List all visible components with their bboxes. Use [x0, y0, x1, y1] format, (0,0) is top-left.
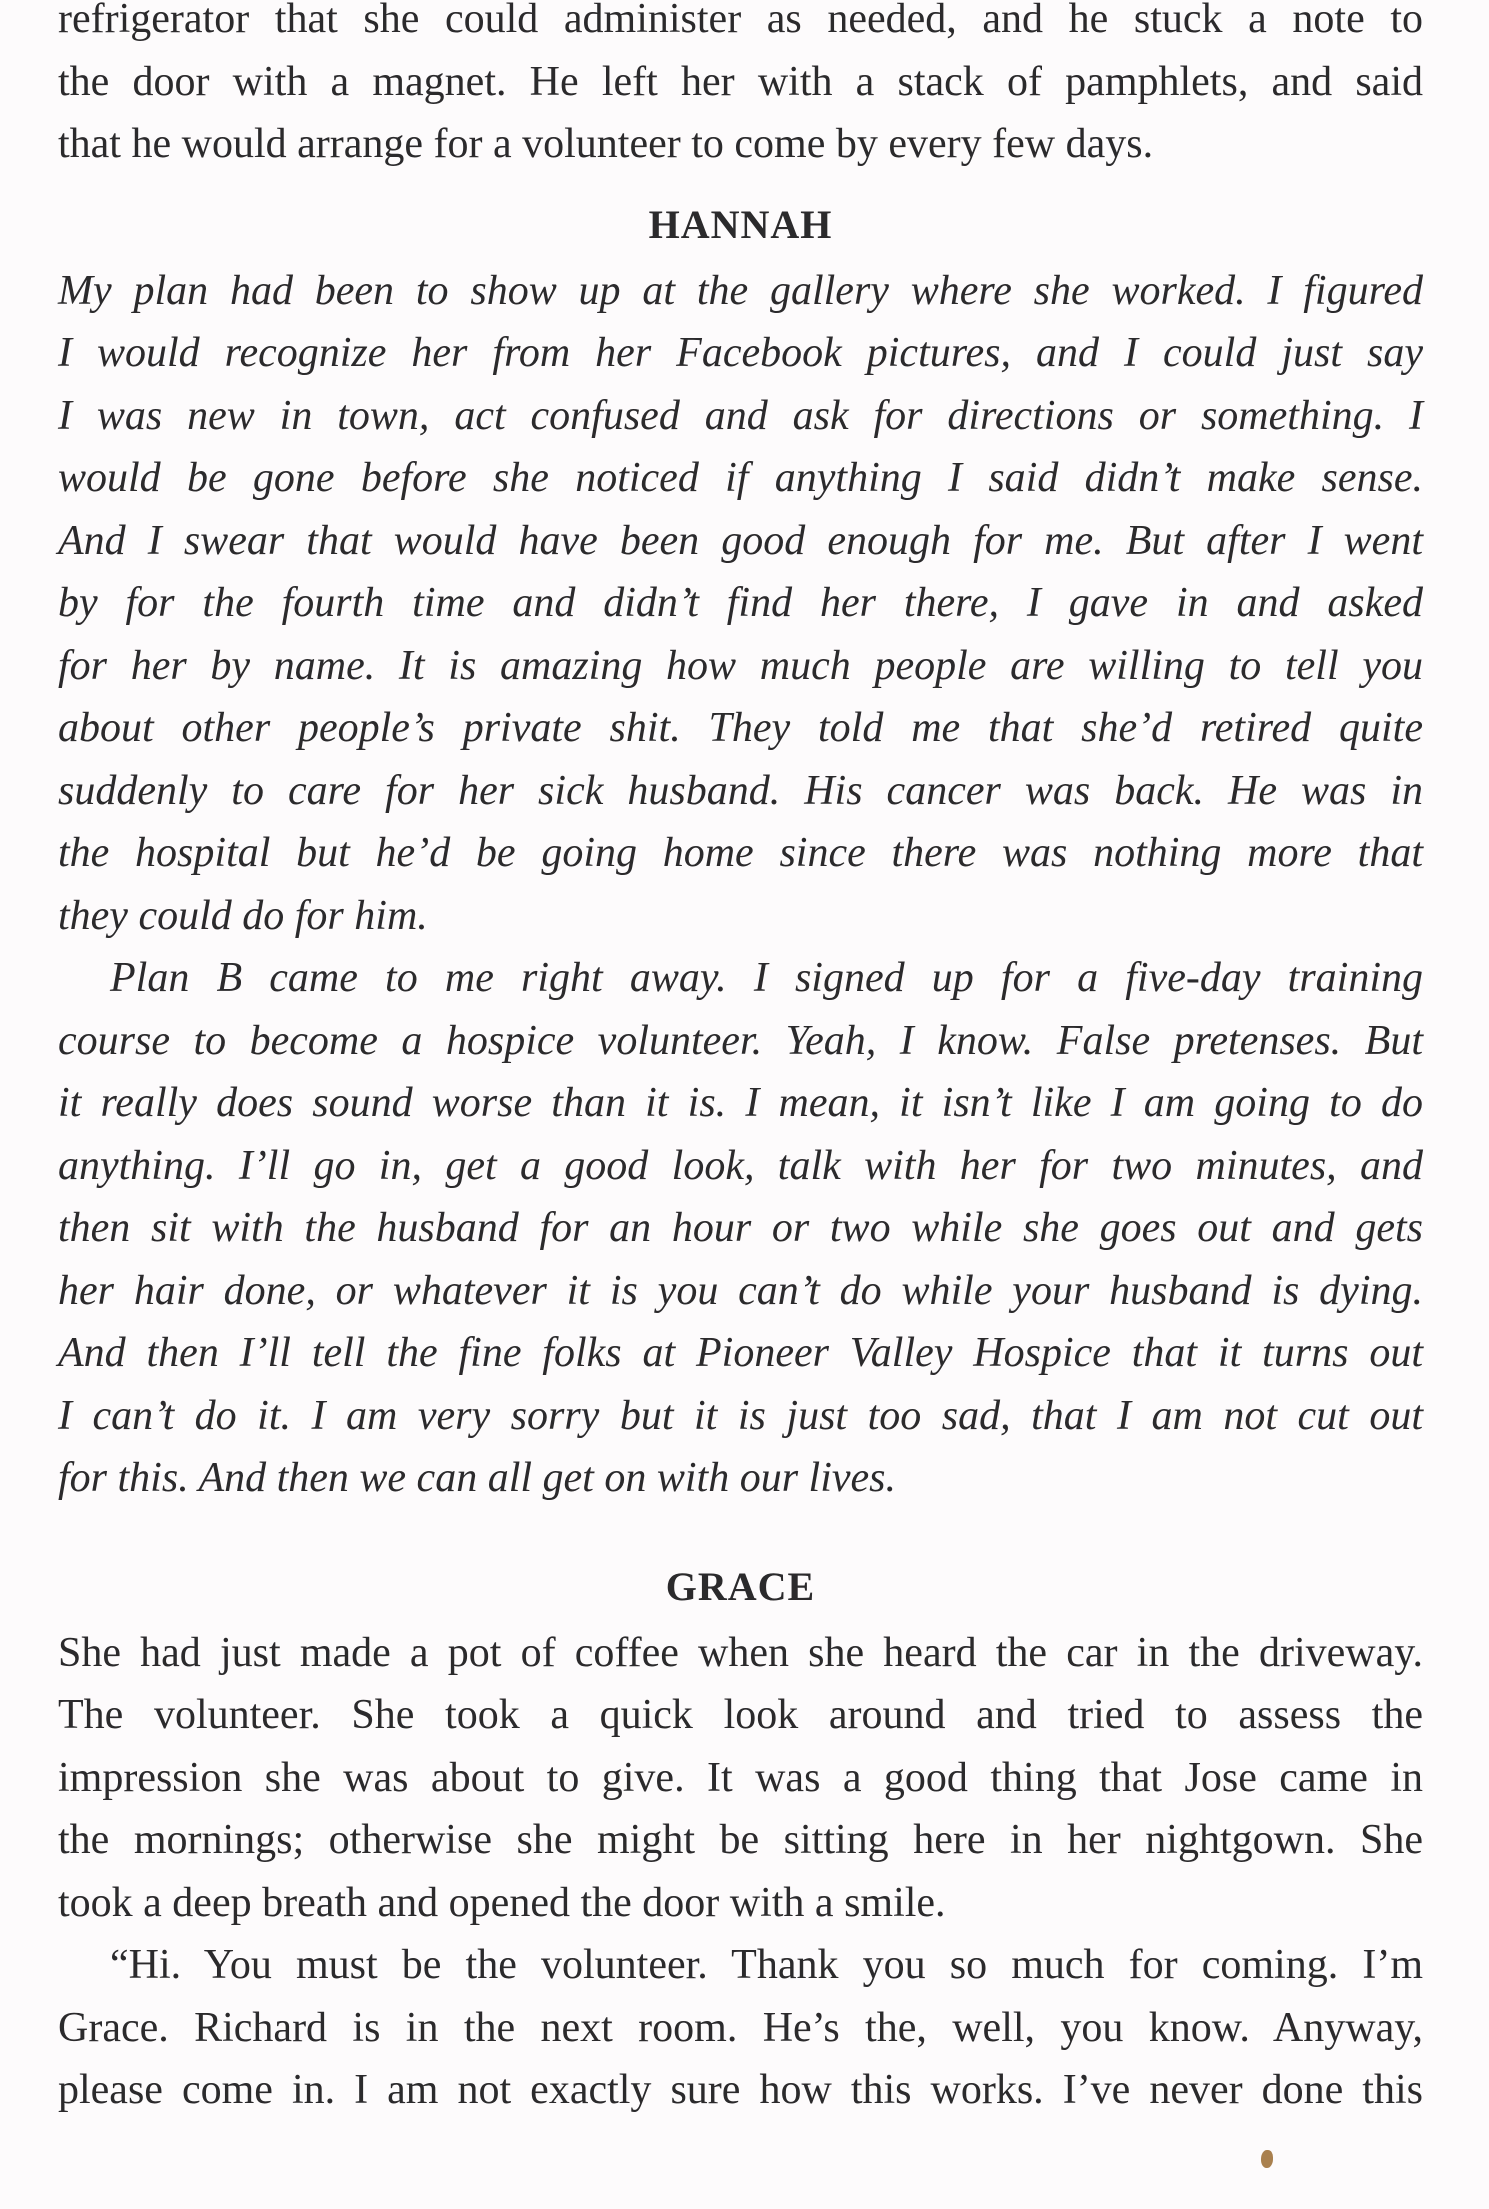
hannah-paragraph-2 — [58, 947, 1423, 1510]
text-line: they could do for him. — [58, 892, 428, 939]
text-line: Grace. Richard is in the next room. He’s the, well, you know. Anyway, — [58, 2004, 1423, 2051]
text-line: the mornings; otherwise she might be sitting here in her nightgown. She — [58, 1817, 1423, 1863]
section-heading-grace: GRACE — [665, 1563, 816, 1609]
text-line: “Hi. You must be the volunteer. Thank you so much for coming. I’m — [110, 1942, 1423, 1988]
text-line: And I swear that would have been good enough for me. But after I went — [58, 517, 1423, 564]
section-heading-hannah: HANNAH — [648, 201, 833, 247]
text-line: I was new in town, act confused and ask for directions or something. I — [58, 392, 1423, 439]
text-line: course to become a hospice volunteer. Yeah, I know. False pretenses. But — [58, 1017, 1423, 1064]
text-line: for her by name. It is amazing how much people are willing to tell you — [58, 642, 1423, 689]
text-line: I can’t do it. I am very sorry but it is just too sad, that I am not cut out — [58, 1392, 1423, 1439]
text-line: I would recognize her from her Facebook pictures, and I could just say — [58, 330, 1423, 376]
text-line: that he would arrange for a volunteer to come by every few days. — [58, 121, 1154, 167]
grace-paragraph-2 — [58, 1934, 1423, 2122]
hannah-paragraph-1 — [58, 260, 1423, 948]
text-line: refrigerator that she could administer as needed, and he stuck a note to — [58, 0, 1423, 42]
text-line: her hair done, or whatever it is you can’t do while your husband is dying. — [58, 1267, 1423, 1314]
book-page — [58, 0, 1423, 2122]
text-line: then sit with the husband for an hour or two while she goes out and gets — [58, 1205, 1423, 1251]
text-line: the door with a magnet. He left her with a stack of pamphlets, and said — [58, 58, 1423, 105]
text-line: would be gone before she noticed if anything I said didn’t make sense. — [58, 455, 1423, 501]
text-line: about other people’s private shit. They told me that she’d retired quite — [58, 705, 1423, 751]
grace-paragraph-1 — [58, 1622, 1423, 1935]
text-line: impression she was about to give. It was a good thing that Jose came in — [58, 1754, 1423, 1801]
text-line: by for the fourth time and didn’t find her there, I gave in and asked — [58, 580, 1423, 626]
text-line: Plan B came to me right away. I signed up for a five-day training — [110, 955, 1423, 1001]
text-line: please come in. I am not exactly sure how this works. I’ve never done this — [58, 2067, 1423, 2113]
text-line: She had just made a pot of coffee when she heard the car in the driveway. — [58, 1629, 1423, 1676]
text-line: took a deep breath and opened the door with a smile. — [58, 1879, 946, 1926]
text-line: anything. I’ll go in, get a good look, talk with her for two minutes, and — [58, 1142, 1423, 1189]
paper-speck — [1261, 2150, 1273, 2168]
text-line: My plan had been to show up at the gallery where she worked. I figured — [58, 267, 1423, 314]
text-line: for this. And then we can all get on with our lives. — [58, 1455, 897, 1501]
text-line: And then I’ll tell the fine folks at Pioneer Valley Hospice that it turns out — [58, 1330, 1423, 1376]
top-paragraph — [58, 0, 1423, 176]
text-line: suddenly to care for her sick husband. His cancer was back. He was in — [58, 767, 1423, 814]
text-line: it really does sound worse than it is. I mean, it isn’t like I am going to do — [58, 1080, 1423, 1126]
text-line: The volunteer. She took a quick look around and tried to assess the — [58, 1692, 1423, 1738]
text-line: the hospital but he’d be going home since there was nothing more that — [58, 830, 1423, 876]
